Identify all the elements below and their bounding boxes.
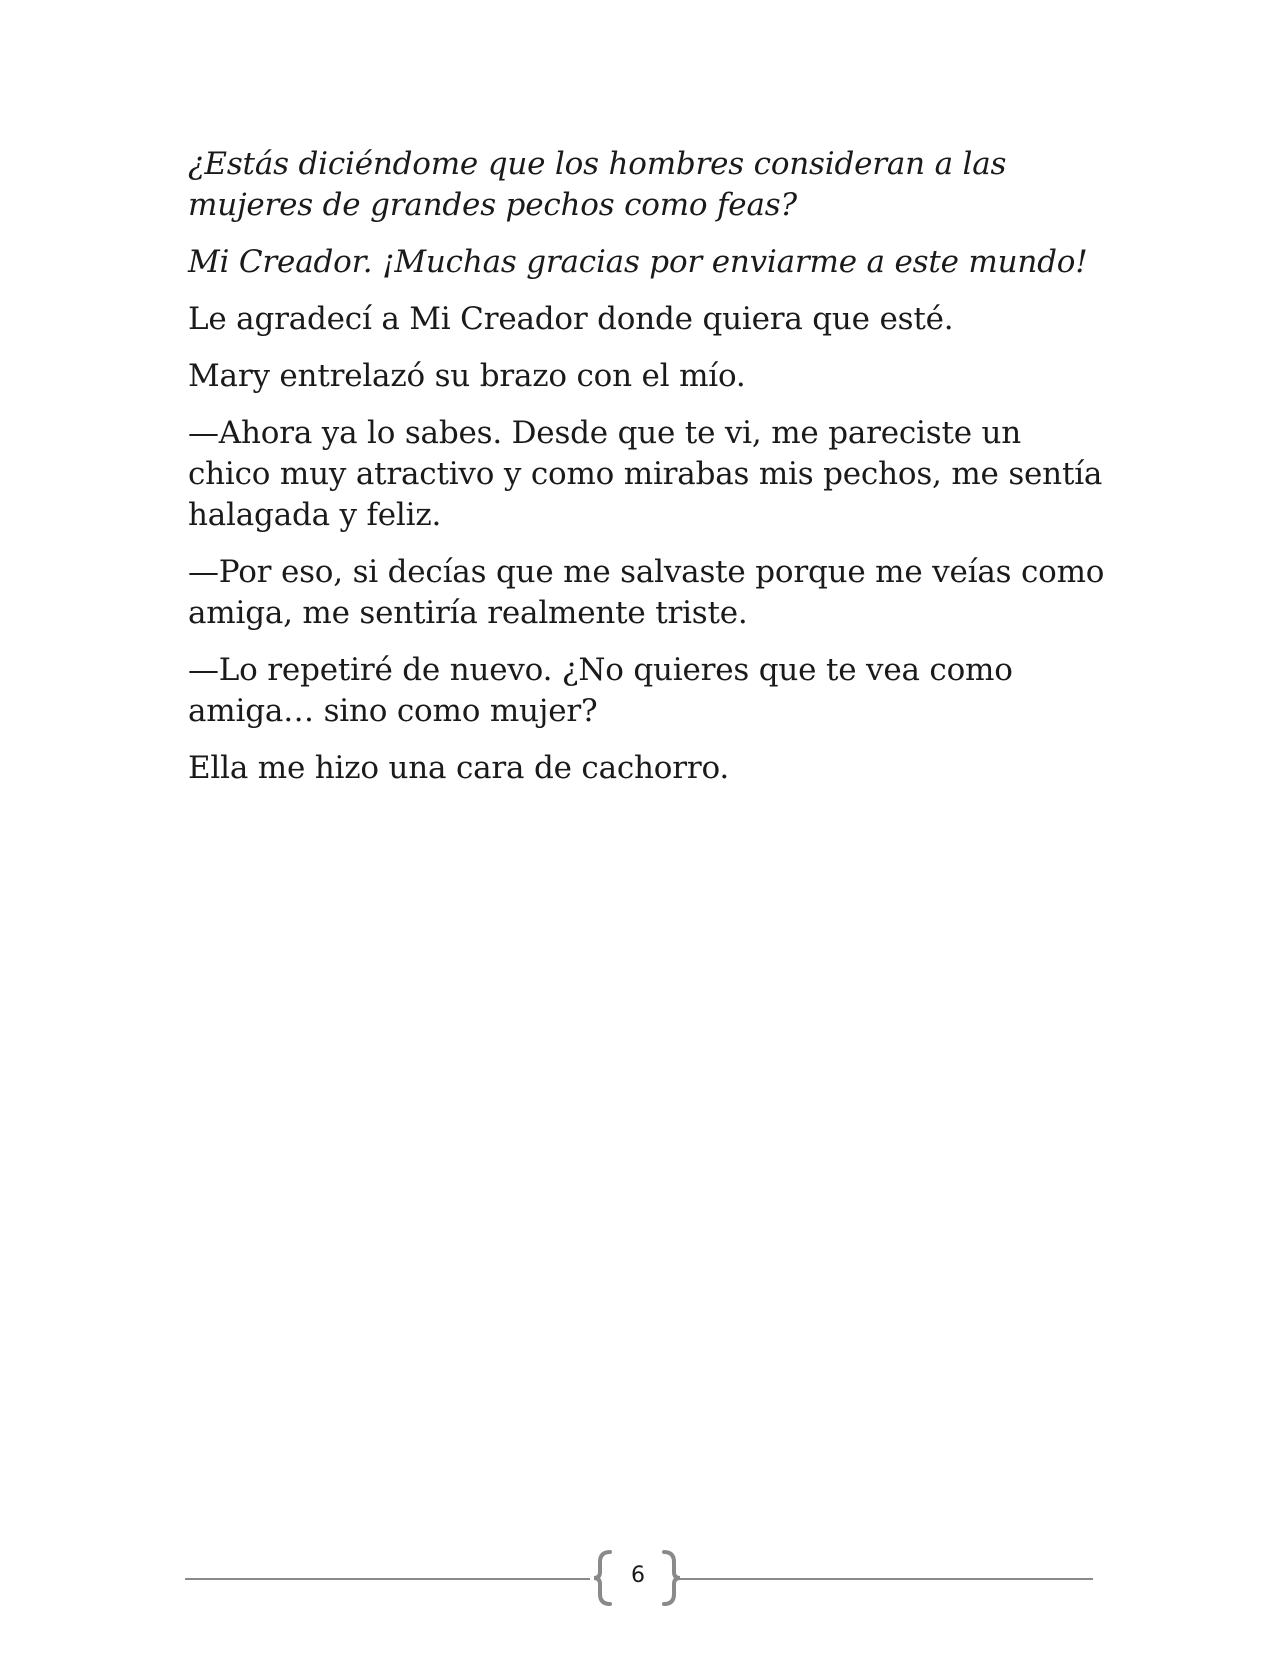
left-brace-icon [588, 1548, 616, 1608]
paragraph: —Lo repetiré de nuevo. ¿No quieres que te vea como amiga… sino como mujer? [188, 652, 1013, 729]
page-number: 6 [631, 1563, 645, 1588]
paragraph: ¿Estás diciéndome que los hombres consideran a las mujeres de grandes pechos como feas? [188, 146, 1007, 223]
paragraph: —Ahora ya lo sabes. Desde que te vi, me pareciste un chico muy atractivo y como mirabas mis pechos, me sentía halagada y feliz. [188, 415, 1103, 533]
paragraph: Ella me hizo una cara de cachorro. [188, 750, 730, 786]
page-footer [185, 1548, 1093, 1608]
paragraph: Mary entrelazó su brazo con el mío. [188, 358, 746, 394]
footer-rule-right [680, 1578, 1093, 1580]
footer-rule-left [185, 1578, 590, 1580]
page-body [188, 144, 1108, 805]
paragraph: Mi Creador. ¡Muchas gracias por enviarme a este mundo! [188, 244, 1088, 280]
paragraph: —Por eso, si decías que me salvaste porque me veías como amiga, me sentiría realmente triste. [188, 554, 1105, 631]
paragraph: Le agradecí a Mi Creador donde quiera que esté. [188, 301, 954, 337]
